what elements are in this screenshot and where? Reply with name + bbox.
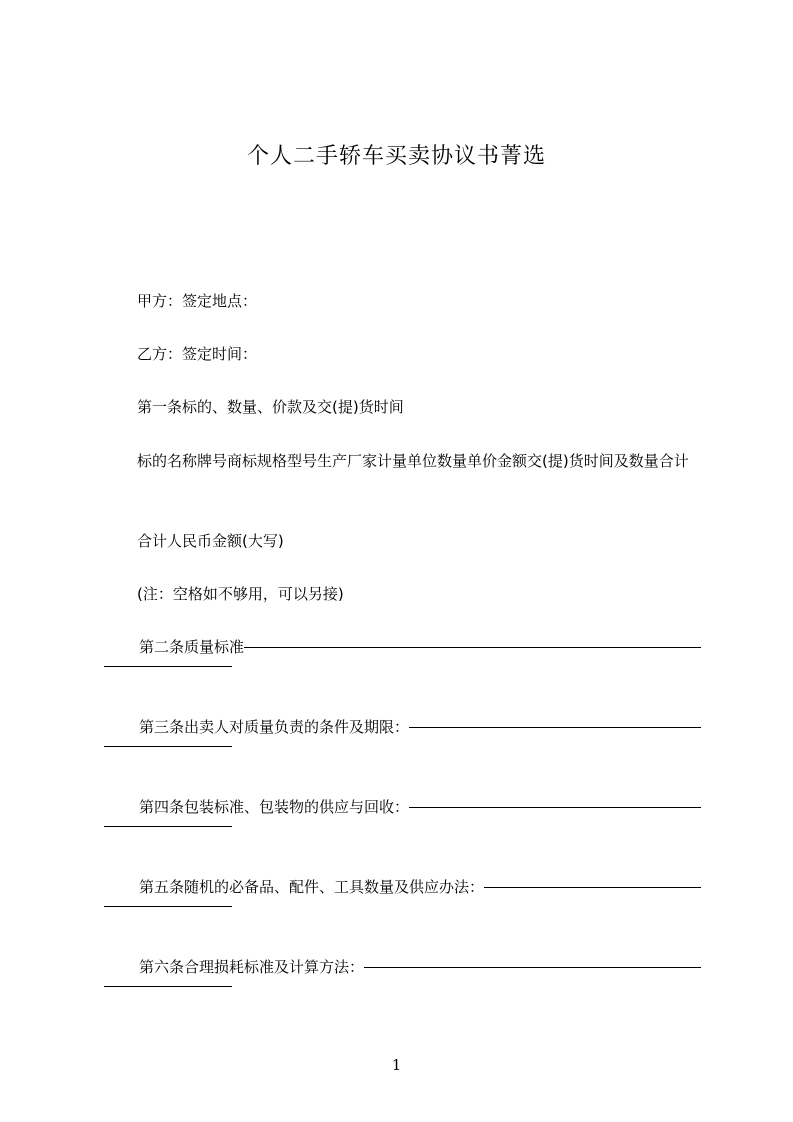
party-a-line: 甲方：签定地点： xyxy=(137,292,258,310)
article-section xyxy=(104,954,701,987)
fill-in-line xyxy=(364,967,701,968)
fill-in-line xyxy=(244,647,701,648)
note-text: (注：空格如不够用，可以另接) xyxy=(137,585,344,603)
article-label: 第二条质量标准 xyxy=(139,638,245,656)
fill-in-line-continuation xyxy=(104,826,232,827)
fill-in-line xyxy=(484,887,701,888)
article-section xyxy=(104,714,701,747)
fill-in-line xyxy=(409,807,701,808)
document-title: 个人二手轿车买卖协议书菁选 xyxy=(246,144,546,169)
fill-in-line-continuation xyxy=(104,666,232,667)
article-section xyxy=(104,634,701,667)
article-label: 第五条随机的必备品、配件、工具数量及供应办法： xyxy=(139,878,485,896)
article1-heading: 第一条标的、数量、价款及交(提)货时间 xyxy=(137,398,404,416)
article-label: 第六条合理损耗标准及计算方法： xyxy=(139,958,365,976)
article-section xyxy=(104,794,701,827)
fill-in-line xyxy=(409,727,701,728)
fill-in-line-continuation xyxy=(104,906,232,907)
article1-table-header: 标的名称牌号商标规格型号生产厂家计量单位数量单价金额交(提)货时间及数量合计 xyxy=(137,452,689,470)
article1-total: 合计人民币金额(大写) xyxy=(137,532,284,550)
fill-in-line-continuation xyxy=(104,746,232,747)
article-label: 第三条出卖人对质量负责的条件及期限： xyxy=(139,718,410,736)
article-section xyxy=(104,874,701,907)
party-b-line: 乙方：签定时间： xyxy=(137,345,258,363)
article-label: 第四条包装标准、包装物的供应与回收： xyxy=(139,798,410,816)
fill-in-line-continuation xyxy=(104,986,232,987)
page-number: 1 xyxy=(391,1056,402,1074)
